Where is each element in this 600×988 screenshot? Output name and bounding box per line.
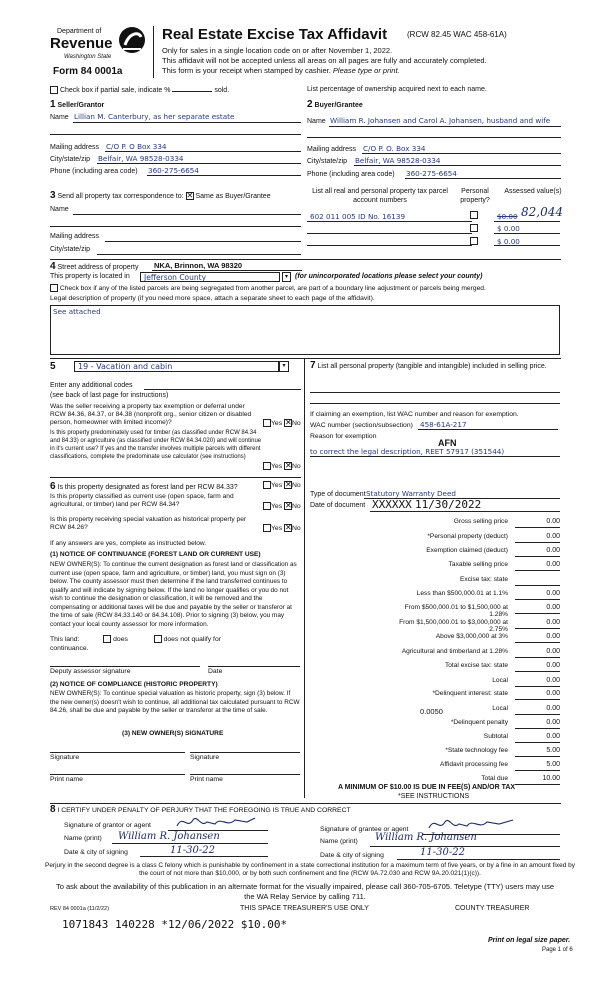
see-instructions: *SEE INSTRUCTIONS (398, 793, 470, 800)
fee-value[interactable]: 0.00 (515, 648, 560, 658)
assessed-value-2[interactable]: $ 0.00 (497, 224, 520, 233)
fee-label: Affidavit processing fee (439, 761, 508, 768)
section3-name-label: Name (50, 206, 69, 213)
buyer-name[interactable]: William R. Johansen and Carol A. Johansen, husband and wife (330, 116, 551, 125)
seller-city-label: City/state/zip (50, 156, 91, 163)
county-treasurer-label: COUNTY TREASURER (455, 905, 530, 912)
header-note-3: This form is your receipt when stamped by cashier. Please type or print. (162, 66, 400, 75)
dor-logo-icon (117, 25, 147, 55)
fee-value[interactable]: 5.00 (515, 747, 560, 757)
wac-number[interactable]: 458-61A-217 (420, 420, 467, 429)
segregated-row: Check box if any of the listed parcels are being segregated from another parcel, are part of a boundary line adjustment or parcels being merged. (50, 284, 486, 292)
timber-yes-checkbox[interactable] (263, 462, 271, 470)
fee-label: *Delinquent interest: state (432, 690, 508, 697)
reason-label: Reason for exemption (310, 433, 377, 440)
fee-value[interactable]: 0.00 (515, 604, 560, 614)
deputy-signature-label: Deputy assessor signature (50, 668, 131, 675)
owner-print-label-1: Print name (50, 776, 83, 783)
owner-print-label-2: Print name (190, 776, 223, 783)
buyer-phone-label: Phone (including area code) (307, 171, 395, 178)
deputy-date-label: Date (208, 668, 223, 675)
street-address-row: 4 Street address of property (50, 261, 139, 272)
page-number: Page 1 of 6 (542, 947, 573, 953)
forest-no-checkbox[interactable] (284, 481, 292, 489)
fee-label: Local (492, 705, 508, 712)
timber-question: Is this property predominately used for timber (as classified under RCW 84.34 and 84.33) or agriculture (as classified under RCW 84.34.020) and will continue in it's current use? If yes and the transfer involves multiple parcels with different classifications, complete the predominate use calculator (see instructions) (50, 430, 262, 460)
legal-paper-note: Print on legal size paper. (488, 937, 571, 944)
fee-label: *Personal property (deduct) (427, 533, 508, 540)
alt-format-notice: To ask about the availability of this publication in an alternate format for the visually impaired, please call 360-705-6705. Teletype (TTY) users may use the WA Relay Service by calling 711. (55, 882, 555, 901)
doc-type[interactable]: Statutory Warranty Deed (366, 489, 456, 498)
exemption-question: Was the seller receiving a property tax exemption or deferral under RCW 84.36, 84.37, or 84.38 (nonprofit org., senior citizen or disabled person, homeowner with limited income)? (50, 403, 252, 426)
grantor-signature-label: Signature of grantor or agent (64, 822, 151, 829)
this-land-row: This land: does does not qualify for (50, 635, 221, 643)
fee-label: Local (492, 677, 508, 684)
treasurer-use-label: THIS SPACE TREASURER'S USE ONLY (240, 905, 369, 912)
fee-value[interactable]: 0.00 (515, 733, 560, 743)
section6-instructions: If any answers are yes, complete as instructed below. (50, 540, 207, 547)
grantee-name-label: Name (print) (320, 838, 358, 845)
dept-state-label: Washington State (64, 54, 112, 60)
form-revision: REV 84 0001a (11/2/22) (50, 906, 109, 912)
same-as-buyer-checkbox[interactable] (186, 192, 194, 200)
dept-of-label: Department of (57, 28, 102, 35)
county-note: (for unincorporated locations please select your county) (295, 273, 483, 280)
fee-value[interactable]: 0.00 (515, 533, 560, 543)
seller-heading: 1 Seller/Grantor (50, 99, 105, 110)
section5-num: 5 (50, 361, 56, 372)
assessed-value-3[interactable]: $ 0.00 (497, 237, 520, 246)
dept-revenue-label: Revenue (50, 35, 113, 52)
grantee-date[interactable]: 11-30-22 (420, 847, 465, 858)
exemption-reason[interactable]: to correct the legal description, REET 57917 (351544) (310, 447, 505, 456)
fee-label: *Delinquent penalty (450, 719, 508, 726)
exemption-instruction: If claiming an exemption, list WAC number and reason for exemption. (310, 411, 519, 418)
historic-question: Is this property receiving special valuation as historical property per RCW 84.26? (50, 516, 247, 531)
fee-value[interactable]: 0.00 (515, 690, 560, 700)
form-title: Real Estate Excise Tax Affidavit (162, 26, 388, 43)
segregated-checkbox[interactable] (50, 284, 58, 292)
seller-name[interactable]: Lillian M. Canterbury, as her separate estate (74, 112, 235, 121)
additional-codes-label: Enter any additional codes (50, 382, 133, 389)
current-use-yes-no: Yes ✕ No (263, 502, 301, 510)
timber-yes-no: Yes ✕ No (263, 462, 301, 470)
personal-property-checkbox-3[interactable] (470, 237, 478, 245)
seller-mailing-label: Mailing address (50, 144, 100, 151)
assessed-value-1[interactable]: $0.00 (497, 212, 518, 221)
fee-label: Total excise tax: state (444, 662, 508, 669)
additional-codes-note: (see back of last page for instructions) (50, 392, 169, 399)
buyer-mailing-label: Mailing address (307, 146, 357, 153)
fee-label: From $1,500,000.01 to $3,000,000 at 2.75% (399, 619, 508, 633)
header-note-1: Only for sales in a single location code on or after November 1, 2022. (162, 46, 393, 55)
fee-value[interactable]: 0.00 (515, 590, 560, 600)
fee-label: Gross selling price (453, 518, 508, 525)
land-does-checkbox[interactable] (103, 635, 111, 643)
fee-value[interactable]: 0.00 (515, 619, 560, 629)
buyer-mailing[interactable]: C/O P. O. Box 334 (363, 144, 426, 153)
fee-value[interactable]: 0.00 (515, 518, 560, 528)
grantee-signature-label: Signature of grantee or agent (320, 826, 409, 833)
fee-value[interactable]: 0.00 (515, 662, 560, 672)
section3-heading: 3 Send all property tax correspondence to: ✕ Same as Buyer/Grantee (50, 190, 271, 201)
notice1-text: NEW OWNER(S): To continue the current designation as forest land or classification as current use (open space, farm and agriculture, or timber) land, you must sign on (3) below. The county assessor must then determine if the land transferred continues to qualify and will indicate by signing below. If the land no longer qualifies or you do not wish to continue the designation or classification, it will be removed and the compensating or additional taxes will be due and payable by the seller or transferor at the time of sale (RCW 84.33.140 or 84.34.108). Prior to signing (3) below, you may contact your local county assessor for more information. (50, 561, 297, 628)
grantee-date-label: Date & city of signing (320, 852, 384, 859)
fee-value[interactable]: 0.00 (515, 719, 560, 729)
historic-yes-checkbox[interactable] (263, 524, 271, 532)
section3-city-label: City/state/zip (50, 246, 91, 253)
rcw-reference: (RCW 82.45 WAC 458-61A) (407, 30, 507, 39)
personal-property-list: 7 List all personal property (tangible and intangible) included in selling price. (310, 360, 547, 371)
notice3-title: (3) NEW OWNER(S) SIGNATURE (122, 730, 224, 737)
assessed-value-1-handwritten: 82,044 (521, 205, 563, 219)
land-does-not-checkbox[interactable] (154, 635, 162, 643)
grantor-printed-name[interactable]: William R. Johansen (118, 831, 220, 842)
cashier-stamp: 1071843 140228 *12/06/2022 $10.00* (62, 918, 288, 931)
seller-phone[interactable]: 360-275-6654 (148, 166, 199, 175)
owner-signature-label-2: Signature (190, 754, 220, 761)
perjury-notice: Perjury in the second degree is a class C felony which is punishable by confinement in a state correctional institution for a maximum term of five years, or by a fine in an amount fixed by the court of not more than $10,000, or by both such confinement and fine (RCW 9A.72.030 and RCW 9A.20.021(1)(c)). (44, 862, 575, 877)
fee-value[interactable] (515, 576, 560, 586)
afn-stamp: AFN (438, 438, 457, 448)
grantor-date[interactable]: 11-30-22 (170, 845, 215, 856)
form-number: Form 84 0001a (53, 66, 123, 77)
minimum-note: A MINIMUM OF $10.00 IS DUE IN FEE(S) AND/OR TAX (338, 784, 516, 791)
fee-label: Total due (481, 775, 508, 782)
fee-label: Taxable selling price (448, 561, 508, 568)
forest-question: 6 Is this property designated as forest land per RCW 84.33? (50, 481, 238, 492)
personal-property-col-header: Personal property? (460, 188, 490, 204)
seller-phone-label: Phone (including area code) (50, 168, 138, 175)
exemption-no-checkbox[interactable] (284, 419, 292, 427)
fee-label: From $500,000.01 to $1,500,000 at 1.28% (404, 604, 508, 618)
street-address[interactable]: NKA, Brinnon, WA 98320 (154, 261, 243, 270)
current-use-question: Is this property classified as current use (open space, farm and agricultural, or timber) land per RCW 84.34? (50, 493, 234, 508)
fee-value[interactable]: 0.00 (515, 633, 560, 643)
local-rate[interactable]: 0.0050 (420, 707, 443, 716)
fee-value[interactable]: 5.00 (515, 761, 560, 771)
wac-label: WAC number (section/subsection) (310, 422, 413, 429)
historic-yes-no: Yes ✕ No (263, 524, 301, 532)
fee-label: Subtotal (483, 733, 508, 740)
fee-value[interactable]: 0.00 (515, 561, 560, 571)
exemption-yes-checkbox[interactable] (263, 419, 271, 427)
land-use-code-select[interactable]: 19 - Vacation and cabin (74, 361, 279, 372)
owner-signature-label-1: Signature (50, 754, 80, 761)
grantee-printed-name[interactable]: William R. Johansen (375, 832, 477, 843)
legal-description-field[interactable]: See attached (50, 305, 560, 355)
historic-no-checkbox[interactable] (284, 524, 292, 532)
seller-city[interactable]: Belfair, WA 98528-0334 (98, 154, 184, 163)
notice1-title: (1) NOTICE OF CONTINUANCE (FOREST LAND OR CURRENT USE) (50, 551, 261, 558)
doc-type-label: Type of document (310, 491, 366, 498)
parcel-number-1[interactable]: 602 011 005 ID No. 16139 (310, 212, 406, 221)
header-note-2: This affidavit will not be accepted unless all areas on all pages are fully and accurately completed. (162, 56, 487, 65)
fee-label: Exemption claimed (deduct) (426, 547, 508, 554)
fee-label: Excise tax: state (459, 576, 508, 583)
fee-value[interactable]: 10.00 (515, 775, 560, 785)
ownership-note: List percentage of ownership acquired next to each name. (307, 86, 487, 93)
personal-property-checkbox-2[interactable] (470, 224, 478, 232)
county-label: This property is located in (50, 273, 130, 280)
partial-sale-row: Check box if partial sale, indicate % sold. (50, 86, 229, 94)
buyer-name-label: Name (307, 118, 326, 125)
seller-mailing[interactable]: C/O P. O Box 334 (106, 142, 167, 151)
forest-yes-no: Yes ✕ No (263, 481, 301, 489)
current-use-no-checkbox[interactable] (284, 502, 292, 510)
section3-mailing-label: Mailing address (50, 233, 100, 240)
personal-property-checkbox-1[interactable] (470, 211, 478, 219)
fee-label: Less than $500,000.01 at 1.1% (416, 590, 508, 597)
grantor-name-label: Name (print) (64, 835, 102, 842)
certify-statement: 8 I CERTIFY UNDER PENALTY OF PERJURY THAT THE FOREGOING IS TRUE AND CORRECT (50, 804, 351, 815)
county-select[interactable]: Jefferson County (140, 272, 280, 282)
exemption-yes-no: Yes ✕ No (263, 419, 301, 427)
doc-date-label: Date of document (310, 502, 366, 509)
fee-value[interactable]: 0.00 (515, 677, 560, 687)
continuance-label: continuance. (50, 645, 89, 652)
grantor-date-label: Date & city of signing (64, 849, 128, 856)
land-use-dropdown-arrow-icon[interactable]: ▾ (279, 361, 289, 372)
current-use-yes-checkbox[interactable] (263, 502, 271, 510)
county-dropdown-arrow-icon[interactable]: ▾ (282, 272, 291, 282)
notice2-text: NEW OWNER(S): To continue special valuation as historic property, sign (3) below. If the new owner(s) doesn't wish to continue, all additional tax calculated pursuant to RCW 84.26, shall be due and payable by the seller or transferor at the time of sale. (50, 690, 300, 714)
buyer-phone[interactable]: 360-275-6654 (406, 169, 457, 178)
fee-label: Above $3,000,000 at 3% (435, 633, 508, 640)
buyer-city-label: City/state/zip (307, 158, 348, 165)
grantor-signature (175, 814, 260, 830)
partial-sale-checkbox[interactable] (50, 86, 58, 94)
forest-yes-checkbox[interactable] (263, 481, 271, 489)
grantee-signature (427, 816, 517, 832)
assessed-value-col-header: Assessed value(s) (504, 188, 562, 195)
buyer-heading: 2 Buyer/Grantee (307, 99, 363, 110)
doc-date-struck: XXXXXX (372, 498, 412, 511)
fee-label: Agricultural and timberland at 1.28% (401, 648, 508, 655)
parcel-col-header: List all real and personal property tax parcel account numbers (312, 188, 448, 204)
buyer-city[interactable]: Belfair, WA 98528-0334 (355, 156, 441, 165)
fee-value[interactable]: 0.00 (515, 547, 560, 557)
fee-value[interactable]: 0.00 (515, 705, 560, 715)
doc-date[interactable]: 11/30/2022 (415, 498, 482, 511)
fee-label: *State technology fee (445, 747, 508, 754)
legal-description-label: Legal description of property (if you need more space, attach a separate sheet to each page of the affidavit). (50, 295, 375, 302)
notice2-title: (2) NOTICE OF COMPLIANCE (HISTORIC PROPERTY) (50, 681, 218, 688)
timber-no-checkbox[interactable] (284, 462, 292, 470)
seller-name-label: Name (50, 114, 69, 121)
